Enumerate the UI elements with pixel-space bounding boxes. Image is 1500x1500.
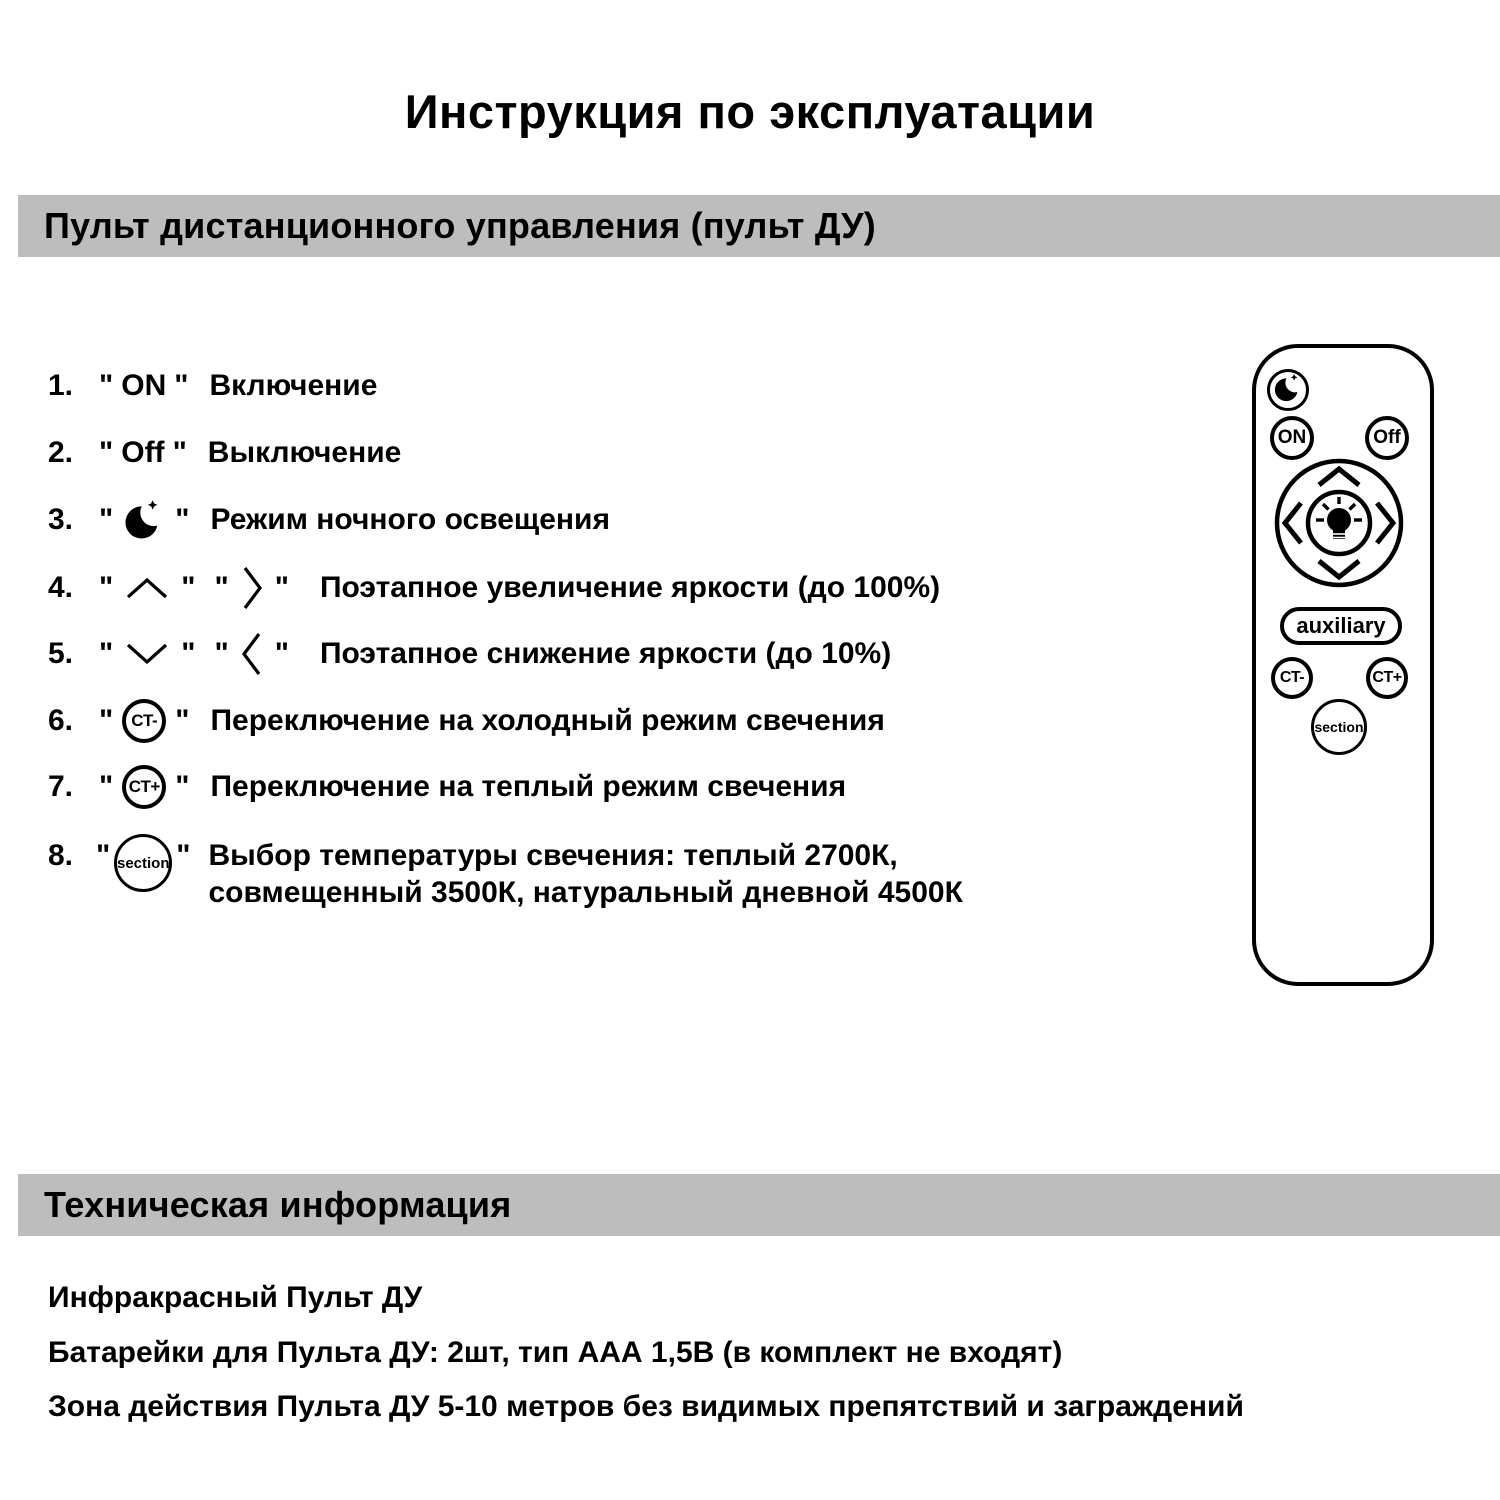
tech-info-line-1: Инфракрасный Пульт ДУ [48, 1281, 423, 1314]
list-item-4 [48, 566, 940, 610]
dpad-brightness-control [1274, 458, 1404, 593]
quote: " [99, 637, 114, 670]
tech-section-header-bar [18, 1174, 1500, 1236]
dpad-left-arrow-icon [1285, 503, 1301, 543]
item-text: Выключение [207, 436, 402, 469]
tech-info-line-3: Зона действия Пульта ДУ 5-10 метров без видимых препятствий и заграждений [48, 1390, 1244, 1423]
item-number: 4. [48, 571, 74, 604]
quote: " [175, 704, 190, 737]
item-text: Поэтапное снижение яркости (до 10%) [319, 637, 892, 670]
item-text: Переключение на теплый режим свечения [210, 770, 847, 803]
chevron-up-icon [124, 576, 170, 600]
item-text [208, 837, 962, 911]
quote: " [99, 770, 114, 803]
chevron-down-icon [124, 642, 170, 666]
auxiliary-button: auxiliary [1280, 607, 1402, 645]
button-label-off: Off [121, 436, 165, 469]
chevron-left-icon [240, 630, 264, 678]
quote: " [214, 571, 229, 604]
chevron-right-icon [240, 564, 264, 612]
dpad-right-arrow-icon [1377, 503, 1393, 543]
page-title: Инструкция по эксплуатации [404, 85, 1096, 138]
remote-control-illustration [1252, 344, 1434, 986]
quote: " [175, 770, 190, 803]
dpad-up-arrow-icon [1319, 469, 1359, 485]
item-number: 2. [48, 436, 74, 469]
quote: " [172, 436, 187, 469]
quote: " [175, 503, 190, 536]
remote-section-header-bar [18, 195, 1500, 257]
ct-plus-button: CT+ [1366, 657, 1408, 699]
button-label-on: ON [121, 369, 167, 402]
ct-minus-button: CT- [1271, 657, 1313, 699]
dpad-down-arrow-icon [1319, 561, 1359, 577]
light-bulb-icon [1316, 497, 1362, 539]
item-text-line1: Выбор температуры свечения: теплый 2700К, [208, 839, 898, 872]
list-item-5 [48, 632, 891, 676]
item-text: Переключение на холодный режим свечения [210, 704, 885, 737]
quote: " [99, 571, 114, 604]
tech-section-header: Техническая информация [44, 1184, 512, 1225]
quote: " [214, 637, 229, 670]
quote: " [96, 839, 111, 872]
quote: " [274, 571, 289, 604]
ct-minus-button-icon: CT- [122, 699, 166, 743]
section-button-icon: section [114, 834, 172, 892]
list-item-3 [48, 498, 610, 542]
item-text: Включение [209, 369, 378, 402]
list-item-2 [48, 431, 401, 475]
quote: " [99, 369, 114, 402]
crescent-moon-icon [1274, 373, 1302, 408]
night-mode-button [1267, 369, 1309, 411]
item-number: 8. [48, 839, 74, 872]
item-text-line2: совмещенный 3500К, натуральный дневной 4500К [208, 876, 963, 909]
item-number: 7. [48, 770, 74, 803]
on-button: ON [1270, 416, 1314, 460]
list-item-1 [48, 364, 377, 408]
item-number: 3. [48, 503, 74, 536]
quote: " [181, 571, 196, 604]
item-number: 5. [48, 637, 74, 670]
tech-info-line-2: Батарейки для Пульта ДУ: 2шт, тип ААА 1,5В (в комплект не входят) [48, 1336, 1063, 1369]
quote: " [174, 369, 189, 402]
item-number: 1. [48, 369, 74, 402]
section-button: section [1311, 699, 1367, 755]
list-item-6 [48, 699, 885, 743]
quote: " [274, 637, 289, 670]
quote: " [99, 503, 114, 536]
quote: " [99, 704, 114, 737]
list-item-7 [48, 765, 846, 809]
ct-plus-button-icon: CT+ [122, 765, 166, 809]
remote-section-header: Пульт дистанционного управления (пульт ДУ) [44, 205, 876, 246]
quote: " [181, 637, 196, 670]
item-number: 6. [48, 704, 74, 737]
crescent-moon-icon [124, 499, 164, 541]
off-button: Off [1365, 416, 1409, 460]
quote: " [176, 839, 191, 872]
item-text: Режим ночного освещения [210, 503, 610, 536]
quote: " [99, 436, 114, 469]
list-item-8 [48, 834, 963, 911]
item-text: Поэтапное увеличение яркости (до 100%) [319, 571, 941, 604]
